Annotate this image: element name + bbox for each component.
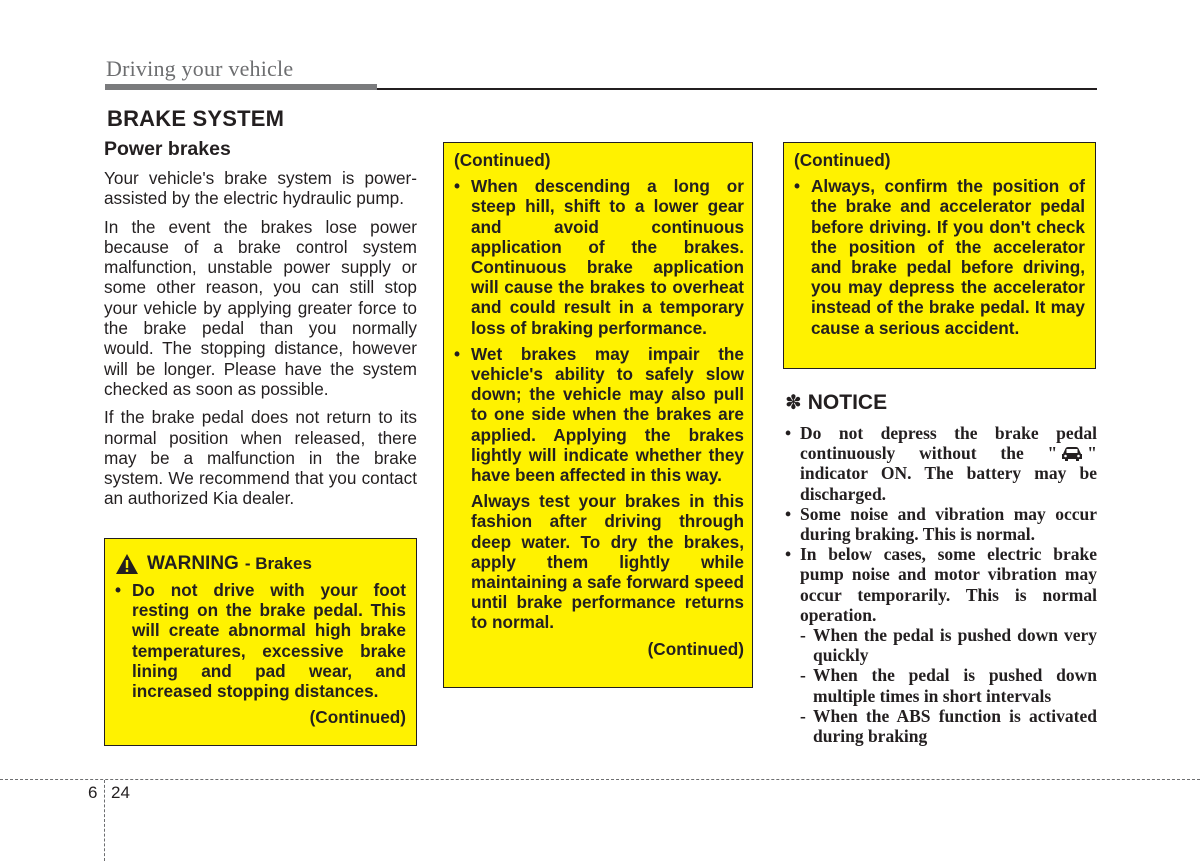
power-brakes-column	[104, 138, 417, 517]
warning-heading	[115, 553, 406, 575]
notice-bullet-1-part-a: Do not depress the brake pedal continuously without the "	[800, 423, 1097, 464]
footer-dashed-divider	[104, 780, 105, 861]
notice-dash-item-1	[785, 625, 1097, 665]
notice-section	[785, 390, 1097, 746]
middle-bullet-1	[454, 176, 744, 338]
notice-star-icon: ✽	[785, 392, 802, 414]
middle-bullet-1-text: When descending a long or steep hill, shift to a lower gear and avoid continuous application of the brakes. Continuous brake application will cause the brakes to overheat and could result in a temporary loss of braking performance.	[471, 176, 744, 338]
power-brakes-paragraph-1: Your vehicle's brake system is power-assisted by the electric hydraulic pump.	[104, 168, 417, 209]
running-header: Driving your vehicle	[106, 56, 294, 81]
power-brakes-paragraph-3: If the brake pedal does not return to its normal position when released, there may be a malfunction in the brake system. We recommend that you contact an authorized Kia dealer.	[104, 407, 417, 509]
bullet-dot: •	[785, 544, 792, 565]
notice-dash-item-1-text: When the pedal is pushed down very quickly	[813, 625, 1097, 666]
bullet-dot: •	[454, 176, 461, 197]
notice-bullet-2	[785, 504, 1097, 544]
notice-dash-item-3	[785, 706, 1097, 746]
footer-dashed-rule	[0, 779, 1200, 780]
warning-triangle-icon	[115, 553, 139, 575]
dash-marker: -	[800, 625, 806, 646]
notice-bullet-1	[785, 423, 1097, 504]
power-brakes-paragraph-2: In the event the brakes lose power because of a brake control system malfunction, unstable power supply or some other reason, you can still stop your vehicle by applying greater force to the brake pedal than you normally would. The stopping distance, however will be longer. Please have the system checked as soon as possible.	[104, 216, 417, 399]
notice-heading	[785, 390, 1097, 415]
continued-warning-box-middle	[443, 142, 753, 688]
bullet-dot: •	[454, 343, 461, 364]
warning-bullet	[115, 580, 406, 701]
warning-box	[104, 538, 417, 746]
brake-hold-indicator-icon	[1059, 444, 1085, 462]
middle-continued-bottom: (Continued)	[647, 638, 744, 659]
notice-list	[785, 423, 1097, 746]
notice-bullet-1-part-b: " indicator ON. The battery may be discharged.	[800, 443, 1097, 504]
dash-marker: -	[800, 665, 806, 686]
right-continued-top: (Continued)	[794, 150, 891, 170]
dash-marker: -	[800, 705, 806, 726]
notice-bullet-3-text: In below cases, some electric brake pump noise and motor vibration may occur temporarily. This is normal operation.	[800, 544, 1097, 625]
header-rule-thin	[377, 88, 1097, 90]
bullet-dot: •	[794, 176, 801, 197]
warning-sublabel: - Brakes	[244, 553, 312, 573]
section-title: BRAKE SYSTEM	[107, 106, 285, 131]
notice-bullet-2-text: Some noise and vibration may occur during braking. This is normal.	[800, 503, 1097, 545]
continued-warning-box-right	[783, 142, 1096, 369]
bullet-dot: •	[785, 423, 792, 443]
notice-dash-item-2	[785, 665, 1097, 705]
notice-bullet-3	[785, 544, 1097, 625]
warning-bullet-text: Do not drive with your foot resting on the brake pedal. This will create abnormal high brake temperatures, excessive brake lining and pad wear, and increased stopping distances.	[132, 580, 406, 702]
warning-label: WARNING	[147, 552, 239, 574]
bullet-dot: •	[785, 503, 792, 524]
warning-continued: (Continued)	[309, 707, 406, 728]
right-bullet	[794, 176, 1085, 338]
middle-continued-top: (Continued)	[454, 150, 551, 170]
notice-dash-item-2-text: When the pedal is pushed down multiple times in short intervals	[813, 665, 1097, 706]
notice-label: NOTICE	[807, 390, 888, 414]
header-rule-thick	[105, 84, 377, 90]
power-brakes-heading: Power brakes	[104, 138, 231, 160]
bullet-dot: •	[115, 580, 122, 600]
middle-bullet-2	[454, 344, 744, 485]
middle-extra-paragraph: Always test your brakes in this fashion after driving through deep water. To dry the brakes, apply them lightly while maintaining a safe forward speed until brake performance returns to normal.	[471, 491, 744, 633]
notice-bullet-1-text	[800, 423, 1097, 504]
chapter-number: 6	[88, 783, 98, 802]
middle-bullet-2-text: Wet brakes may impair the vehicle's ability to safely slow down; the vehicle may also pull to one side when the brakes are applied. Applying the brakes lightly will indicate whether they have been affected in this way.	[471, 343, 744, 486]
right-bullet-text: Always, confirm the position of the brake and accelerator pedal before driving. If you don't check the position of the accelerator and brake pedal before driving, you may depress the accelerator instead of the brake pedal. It may cause a serious accident.	[811, 176, 1085, 338]
page-number: 24	[111, 783, 130, 802]
notice-dash-item-3-text: When the ABS function is activated during braking	[813, 705, 1097, 747]
